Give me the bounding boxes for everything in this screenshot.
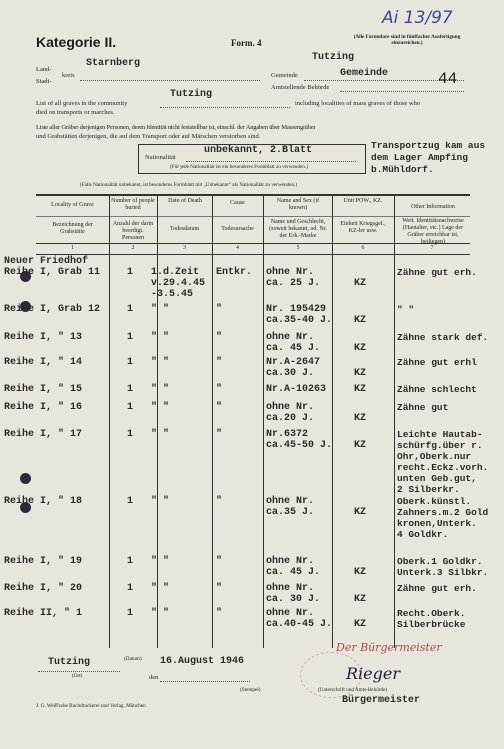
col-num-6: 6 [361, 245, 365, 251]
cemetery-name: Neuer Friedhof [4, 256, 89, 267]
grave-date: -3.5.45 [151, 289, 194, 300]
grave-location: Reihe I, " 13 [4, 332, 83, 343]
grave-info: Zähne stark def. [397, 332, 489, 343]
col-divider-1 [109, 194, 110, 648]
transport-note-1: Transportzug kam aus [371, 140, 486, 151]
grave-name: Nr.6372 [266, 429, 309, 440]
signature: Rieger [346, 664, 400, 683]
col-divider-6 [394, 194, 395, 648]
col-header-3-de: Todesdatum [169, 226, 200, 232]
grave-date: " " [151, 556, 170, 567]
col-header-1-de: Bezeichnung der Grabstätte [52, 222, 93, 235]
grave-unit: KZ [354, 315, 367, 326]
grave-name: ca.20 J. [266, 413, 315, 424]
behoerde-line [340, 91, 464, 92]
grave-count: 1 [127, 583, 134, 594]
colnum-bottom-line [36, 254, 470, 255]
grave-name: ohne Nr. [266, 402, 315, 413]
col-header-5-en: Name and Sex (if known) [276, 198, 320, 211]
grave-info: Oberk.künstl. [397, 496, 472, 507]
grave-name: ohne Nr. [266, 267, 315, 278]
grave-info: Recht.Oberk. [397, 608, 466, 619]
col-header-6-de: Einheit Kriegsgef., KZ-ler usw. [340, 221, 386, 234]
grave-name: Nr. 195429 [266, 304, 327, 315]
grave-info: Zähne gut erhl [397, 357, 477, 368]
grave-unit: KZ [354, 619, 367, 630]
gemeinde-label: Gemeinde [271, 72, 298, 79]
grave-cause: " [216, 556, 223, 567]
col-num-2: 2 [131, 245, 135, 251]
intro-line-4: und Grabstätten derjenigen, die auf dem Transport oder auf Märschen verstorben sind. [36, 133, 261, 140]
behoerde-label: Amtstellende Behörde [271, 84, 330, 91]
grave-cause: " [216, 304, 223, 315]
grave-location: Reihe I, " 20 [4, 583, 83, 594]
grave-location: Reihe I, Grab 12 [4, 304, 101, 315]
footer-datum-label: (Datum) [124, 656, 142, 662]
col-header-4-en: Cause [230, 200, 245, 206]
grave-unit: KZ [354, 343, 367, 354]
grave-date: " " [151, 357, 170, 368]
grave-cause: " [216, 357, 223, 368]
col-num-1: 1 [71, 245, 74, 251]
kreis-label: kreis [62, 72, 75, 79]
stadt-label: Stadt- [36, 78, 52, 85]
transport-note-3: b.Mühldorf. [371, 164, 434, 175]
behoerde-value: Gemeinde [340, 68, 389, 79]
grave-name: ohne Nr. [266, 583, 315, 594]
col-header-5-de: Name und Geschlecht, (soweit bekannt, od. Nr. der Erk.-Marke [269, 219, 327, 239]
grave-count: 1 [127, 357, 134, 368]
grave-date: " " [151, 332, 170, 343]
grave-unit: KZ [354, 368, 367, 379]
grave-cause: Entkr. [216, 267, 253, 278]
footer-date: 16.August 1946 [160, 656, 245, 667]
grave-unit: KZ [354, 440, 367, 451]
grave-info: recht.Eckz.vorh. [397, 462, 489, 473]
grave-cause: " [216, 402, 223, 413]
grave-location: Reihe I, " 18 [4, 496, 83, 507]
col-divider-3 [212, 194, 213, 648]
form-category-title: Kategorie II. [36, 34, 117, 50]
grave-unit: KZ [354, 384, 367, 395]
punch-hole-3 [20, 473, 31, 484]
community-value: Tutzing [170, 89, 213, 100]
col-divider-5 [332, 194, 333, 648]
grave-info: Zahners.m.2 Gold [397, 507, 489, 518]
grave-location: Reihe I, " 16 [4, 402, 83, 413]
grave-info: 4 Goldkr. [397, 529, 449, 540]
unknown-nationality-note: (Falls Nationalität unbekannt, ist besonderes Formblatt mit „Unbekannt“ als Nationalität zu verwenden.) [80, 182, 298, 188]
grave-info: schürfg.über r. [397, 440, 483, 451]
grave-unit: KZ [354, 507, 367, 518]
grave-info: Unterk.3 Silbkr. [397, 567, 489, 578]
col-header-2-en: Number of people buried [111, 198, 155, 211]
grave-name: ca. 45 J. [266, 343, 321, 354]
grave-name: ca. 25 J. [266, 278, 321, 289]
grave-count: 1 [127, 608, 134, 619]
grave-info: Zähne gut erh. [397, 267, 477, 278]
grave-date: " " [151, 496, 170, 507]
grave-location: Reihe I, " 14 [4, 357, 83, 368]
intro-line-1: List of all graves in the community [36, 100, 128, 107]
grave-date: " " [151, 384, 170, 395]
grave-cause: " [216, 496, 223, 507]
behoerde-number: 44 [438, 70, 458, 88]
grave-count: 1 [127, 556, 134, 567]
footer-den-label: den [149, 674, 159, 681]
col-num-5: 5 [296, 245, 300, 251]
col-header-6-en: Unit POW., KZ. [343, 198, 383, 204]
col-header-7-en: Other Information [411, 204, 455, 210]
grave-date: " " [151, 583, 170, 594]
col-header-4-de: Todesursache [221, 226, 254, 232]
form-number: Form. 4 [231, 38, 262, 48]
footer-stempel-label: (Stempel) [240, 687, 261, 693]
grave-date: " " [151, 402, 170, 413]
header-split-line [36, 216, 470, 217]
grave-info: Zähne gut [397, 402, 449, 413]
kreis-line [80, 80, 260, 81]
gemeinde-value: Tutzing [312, 52, 355, 63]
grave-name: ca. 30 J. [266, 594, 321, 605]
footer-unterschrift-label: (Unterschrift und Amts-Behörde) [318, 687, 388, 693]
grave-name: ohne Nr. [266, 556, 315, 567]
grave-date: v.29.4.45 [151, 278, 206, 289]
grave-cause: " [216, 384, 223, 395]
handwritten-reference: Ai 13/97 [382, 8, 453, 28]
grave-name: ca.40-45 J. [266, 619, 333, 630]
grave-location: Reihe I, " 19 [4, 556, 83, 567]
grave-name: ca.35 J. [266, 507, 315, 518]
grave-location: Reihe I, Grab 11 [4, 267, 101, 278]
grave-info: 2 Silberkr. [397, 484, 460, 495]
grave-count: 1 [127, 304, 134, 315]
community-line [160, 107, 290, 108]
footer-date-line [160, 681, 250, 682]
footer-ort-label: (Ort) [72, 673, 83, 679]
intro-line-3: Liste aller Gräber derjenigen Personen, deren Identität nicht feststellbar ist, einschl. der Angaben über Massengräber [36, 124, 316, 131]
official-stamp-text: Der Bürgermeister [336, 641, 442, 654]
grave-unit: KZ [354, 594, 367, 605]
nationality-line [186, 161, 356, 162]
land-label: Land- [36, 66, 52, 73]
grave-date: " " [151, 608, 170, 619]
grave-name: ca.30 J. [266, 368, 315, 379]
printer-imprint: J. G. Weiß'sche Buchdruckerei und Verlag, München [36, 703, 146, 709]
grave-count: 1 [127, 267, 134, 278]
col-header-1-en: Locality of Grave [51, 202, 94, 208]
grave-name: ca. 45 J. [266, 567, 321, 578]
grave-unit: KZ [354, 278, 367, 289]
grave-location: Reihe I, " 15 [4, 384, 83, 395]
grave-location: Reihe I, " 17 [4, 429, 83, 440]
table-top-line [36, 194, 470, 196]
grave-unit: KZ [354, 567, 367, 578]
grave-info: unten Geb.gut, [397, 473, 477, 484]
grave-cause: " [216, 608, 223, 619]
nationality-label: Nationalität [145, 154, 176, 161]
grave-info: Zähne gut erh. [397, 583, 477, 594]
col-header-2-de: Anzahl der darin beerdigt. Personen [112, 221, 154, 241]
grave-info: Oberk.1 Goldkr. [397, 556, 483, 567]
grave-name: ca.35-40 J. [266, 315, 333, 326]
nationality-value: unbekannt, 2.Blatt [204, 145, 313, 156]
grave-info: Ohr,Oberk.nur [397, 451, 472, 462]
grave-date: 1.d.Zeit [151, 267, 200, 278]
grave-info: kronen,Unterk. [397, 518, 477, 529]
grave-count: 1 [127, 496, 134, 507]
kreis-value: Starnberg [86, 58, 141, 69]
footer-place: Tutzing [48, 657, 91, 668]
grave-count: 1 [127, 384, 134, 395]
nationality-note: (Für jede Nationalität ist ein besonderes Formblatt zu verwenden.) [170, 164, 308, 170]
copies-note: (Alle Formulare sind in fünffacher Ausfertigung einzureichen.) [353, 34, 461, 46]
intro-line-1b: including localities of mass graves of those who [295, 100, 421, 107]
col-divider-2 [157, 194, 158, 648]
grave-info: Zähne schlecht [397, 384, 477, 395]
grave-info: Leichte Hautab- [397, 429, 483, 440]
grave-date: " " [151, 429, 170, 440]
grave-cause: " [216, 583, 223, 594]
grave-count: 1 [127, 402, 134, 413]
col-num-7: 7 [430, 245, 434, 251]
grave-unit: KZ [354, 413, 367, 424]
grave-name: Nr.A-10263 [266, 384, 327, 395]
grave-name: ca.45-50 J. [266, 440, 333, 451]
grave-name: ohne Nr. [266, 608, 315, 619]
intro-line-2: died on transports or marches. [36, 109, 115, 116]
grave-count: 1 [127, 429, 134, 440]
col-num-3: 3 [183, 245, 186, 251]
grave-info: Silberbrücke [397, 619, 466, 630]
col-header-7-de: Weit. Identitätsnachweise (Hautalter, etc.) Lage der Gräber erreichbar ist, beiliegen) [402, 218, 464, 245]
col-header-3-en: Date of Death [168, 198, 202, 204]
footer-title: Bürgermeister [342, 695, 421, 706]
footer-place-line [38, 671, 120, 672]
grave-location: Reihe II, " 1 [4, 608, 83, 619]
grave-date: " " [151, 304, 170, 315]
grave-name: ohne Nr. [266, 496, 315, 507]
col-divider-4 [263, 194, 264, 648]
col-num-4: 4 [236, 245, 239, 251]
grave-cause: " [216, 332, 223, 343]
grave-cause: " [216, 429, 223, 440]
transport-note-2: dem Lager Ampfing [371, 152, 468, 163]
grave-name: ohne Nr. [266, 332, 315, 343]
grave-count: 1 [127, 332, 134, 343]
grave-info: " " [397, 304, 415, 315]
grave-name: Nr.A-2647 [266, 357, 321, 368]
